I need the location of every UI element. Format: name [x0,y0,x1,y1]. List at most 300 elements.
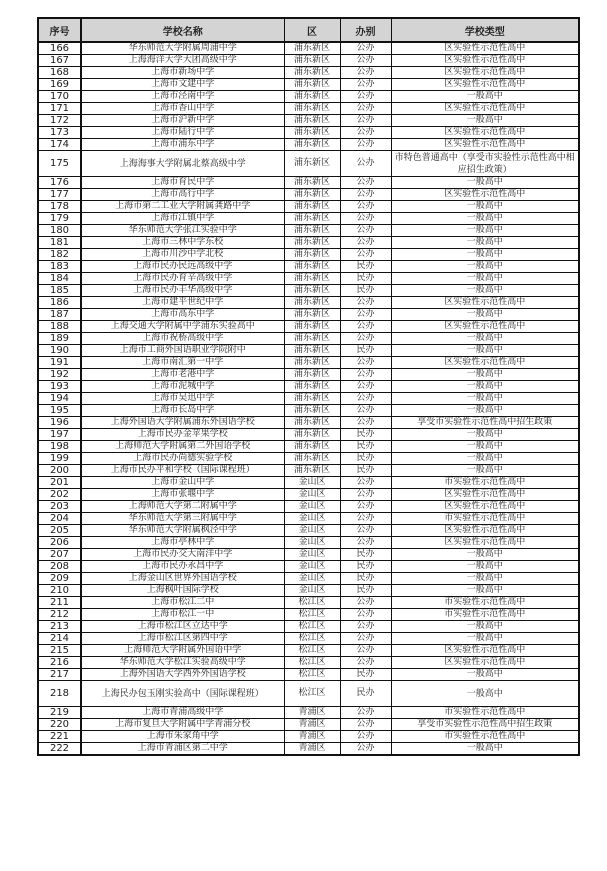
school-name-cell: 华东师范大学附属枫泾中学 [81,525,284,537]
table-row [38,139,579,151]
school-name-cell: 上海市浦东中学 [81,139,284,151]
district-cell: 金山区 [284,537,340,549]
table-row [38,537,579,549]
district-cell: 浦东新区 [284,405,340,417]
school-type-cell: 一般高中 [391,201,579,213]
school-name-cell: 上海师范大学第二附属中学 [81,501,284,513]
table-row [38,477,579,489]
header-no: 序号 [38,18,81,42]
row-number-cell: 198 [38,441,81,453]
school-type-cell: 一般高中 [391,237,579,249]
school-name-cell: 上海交通大学附属中学浦东实验高中 [81,321,284,333]
ownership-type-cell: 公办 [340,321,391,333]
school-type-cell: 一般高中 [391,585,579,597]
school-type-cell: 市特色普通高中（享受市实验性示范性高中相应招生政策） [391,151,579,177]
district-cell: 青浦区 [284,707,340,719]
ownership-type-cell: 公办 [340,177,391,189]
row-number-cell: 202 [38,489,81,501]
school-type-cell: 市实验性示范性高中 [391,707,579,719]
school-type-cell: 一般高中 [391,405,579,417]
row-number-cell: 217 [38,669,81,681]
table-row [38,585,579,597]
school-name-cell: 上海市文建中学 [81,79,284,91]
school-type-cell: 区实验性示范性高中 [391,42,579,55]
table-row [38,115,579,127]
school-name-cell: 华东师范大学第三附属中学 [81,513,284,525]
school-name-cell: 华东师范大学松江实验高级中学 [81,657,284,669]
row-number-cell: 193 [38,381,81,393]
district-cell: 松江区 [284,633,340,645]
table-row [38,42,579,55]
ownership-type-cell: 民办 [340,441,391,453]
district-cell: 浦东新区 [284,345,340,357]
row-number-cell: 205 [38,525,81,537]
ownership-type-cell: 公办 [340,67,391,79]
ownership-type-cell: 民办 [340,429,391,441]
district-cell: 金山区 [284,549,340,561]
school-type-cell: 一般高中 [391,333,579,345]
row-number-cell: 191 [38,357,81,369]
school-name-cell: 上海市松江一中 [81,609,284,621]
school-type-cell: 一般高中 [391,441,579,453]
table-row [38,731,579,743]
row-number-cell: 186 [38,297,81,309]
school-type-cell: 区实验性示范性高中 [391,489,579,501]
school-type-cell: 一般高中 [391,345,579,357]
school-name-cell: 上海市高行中学 [81,189,284,201]
school-type-cell: 享受市实验性示范性高中招生政策 [391,719,579,731]
table-row [38,127,579,139]
school-type-cell: 享受市实验性示范性高中招生政策 [391,417,579,429]
row-number-cell: 167 [38,55,81,67]
header-ownership: 办别 [340,18,391,42]
row-number-cell: 214 [38,633,81,645]
district-cell: 浦东新区 [284,177,340,189]
row-number-cell: 215 [38,645,81,657]
ownership-type-cell: 民办 [340,669,391,681]
school-name-cell: 上海市工商外国语职业学院附中 [81,345,284,357]
district-cell: 浦东新区 [284,297,340,309]
district-cell: 浦东新区 [284,189,340,201]
row-number-cell: 183 [38,261,81,273]
ownership-type-cell: 民办 [340,273,391,285]
district-cell: 浦东新区 [284,261,340,273]
row-number-cell: 178 [38,201,81,213]
school-name-cell: 上海外国语大学西外外国语学校 [81,669,284,681]
school-type-cell: 区实验性示范性高中 [391,127,579,139]
table-row [38,55,579,67]
school-type-cell: 一般高中 [391,91,579,103]
school-name-cell: 上海市亭林中学 [81,537,284,549]
school-name-cell: 上海民办包玉刚实验高中（国际课程班） [81,681,284,707]
district-cell: 浦东新区 [284,42,340,55]
row-number-cell: 182 [38,249,81,261]
ownership-type-cell: 公办 [340,743,391,756]
row-number-cell: 210 [38,585,81,597]
table-row [38,669,579,681]
school-name-cell: 上海市朱家角中学 [81,731,284,743]
ownership-type-cell: 公办 [340,417,391,429]
district-cell: 青浦区 [284,719,340,731]
school-name-cell: 上海市民办永昌中学 [81,561,284,573]
school-type-cell: 区实验性示范性高中 [391,657,579,669]
district-cell: 松江区 [284,621,340,633]
district-cell: 松江区 [284,657,340,669]
table-row [38,573,579,585]
district-cell: 浦东新区 [284,285,340,297]
table-row [38,103,579,115]
ownership-type-cell: 公办 [340,525,391,537]
ownership-type-cell: 公办 [340,91,391,103]
row-number-cell: 211 [38,597,81,609]
district-cell: 浦东新区 [284,417,340,429]
row-number-cell: 181 [38,237,81,249]
table-row [38,393,579,405]
row-number-cell: 170 [38,91,81,103]
school-name-cell: 上海市香山中学 [81,103,284,115]
school-type-cell: 一般高中 [391,465,579,477]
table-row [38,297,579,309]
school-type-cell: 区实验性示范性高中 [391,645,579,657]
school-type-cell: 市实验性示范性高中 [391,513,579,525]
row-number-cell: 213 [38,621,81,633]
school-name-cell: 上海师范大学附属外国语中学 [81,645,284,657]
row-number-cell: 173 [38,127,81,139]
table-row [38,369,579,381]
table-row [38,91,579,103]
table-row [38,345,579,357]
district-cell: 浦东新区 [284,213,340,225]
table-row [38,357,579,369]
school-type-cell: 区实验性示范性高中 [391,357,579,369]
school-name-cell: 上海市新场中学 [81,67,284,79]
school-type-cell: 一般高中 [391,225,579,237]
school-name-cell: 上海师范大学附属第二外国语学校 [81,441,284,453]
ownership-type-cell: 公办 [340,213,391,225]
ownership-type-cell: 民办 [340,465,391,477]
district-cell: 松江区 [284,681,340,707]
ownership-type-cell: 公办 [340,645,391,657]
school-name-cell: 上海市建平世纪中学 [81,297,284,309]
district-cell: 浦东新区 [284,309,340,321]
ownership-type-cell: 公办 [340,609,391,621]
table-row [38,489,579,501]
table-row [38,201,579,213]
district-cell: 浦东新区 [284,369,340,381]
school-type-cell: 区实验性示范性高中 [391,139,579,151]
school-type-cell: 一般高中 [391,743,579,756]
table-row [38,189,579,201]
row-number-cell: 203 [38,501,81,513]
district-cell: 金山区 [284,489,340,501]
table-row [38,225,579,237]
ownership-type-cell: 公办 [340,139,391,151]
row-number-cell: 199 [38,453,81,465]
district-cell: 浦东新区 [284,151,340,177]
ownership-type-cell: 公办 [340,249,391,261]
school-name-cell: 上海市育民中学 [81,177,284,189]
school-type-cell: 一般高中 [391,549,579,561]
school-name-cell: 上海市沪新中学 [81,115,284,127]
table-row [38,67,579,79]
district-cell: 松江区 [284,669,340,681]
row-number-cell: 166 [38,42,81,55]
table-row [38,633,579,645]
school-type-cell: 市实验性示范性高中 [391,731,579,743]
district-cell: 青浦区 [284,743,340,756]
ownership-type-cell: 公办 [340,237,391,249]
header-school-name: 学校名称 [81,18,284,42]
school-name-cell: 上海市老港中学 [81,369,284,381]
district-cell: 浦东新区 [284,55,340,67]
school-name-cell: 上海市民办金苹果学校 [81,429,284,441]
ownership-type-cell: 公办 [340,393,391,405]
ownership-type-cell: 公办 [340,225,391,237]
school-name-cell: 上海海洋大学大团高级中学 [81,55,284,67]
ownership-type-cell: 公办 [340,597,391,609]
school-type-cell: 一般高中 [391,249,579,261]
school-type-cell: 一般高中 [391,561,579,573]
table-row [38,381,579,393]
row-number-cell: 189 [38,333,81,345]
school-type-cell: 区实验性示范性高中 [391,321,579,333]
school-type-cell: 一般高中 [391,573,579,585]
table-row [38,501,579,513]
ownership-type-cell: 公办 [340,621,391,633]
table-row [38,237,579,249]
school-type-cell: 区实验性示范性高中 [391,537,579,549]
school-type-cell: 一般高中 [391,285,579,297]
table-row [38,321,579,333]
school-name-cell: 上海市高东中学 [81,309,284,321]
school-type-cell: 一般高中 [391,429,579,441]
row-number-cell: 221 [38,731,81,743]
district-cell: 金山区 [284,513,340,525]
row-number-cell: 195 [38,405,81,417]
table-body [38,42,579,755]
school-name-cell: 上海市松江区立达中学 [81,621,284,633]
ownership-type-cell: 公办 [340,55,391,67]
school-name-cell: 上海市青浦区第二中学 [81,743,284,756]
school-name-cell: 上海市民办尚德实验学校 [81,453,284,465]
school-type-cell: 市实验性示范性高中 [391,597,579,609]
school-type-cell: 一般高中 [391,177,579,189]
district-cell: 松江区 [284,645,340,657]
district-cell: 浦东新区 [284,115,340,127]
school-type-cell: 一般高中 [391,273,579,285]
table-row [38,743,579,756]
row-number-cell: 184 [38,273,81,285]
ownership-type-cell: 公办 [340,633,391,645]
district-cell: 浦东新区 [284,393,340,405]
ownership-type-cell: 公办 [340,309,391,321]
ownership-type-cell: 公办 [340,489,391,501]
row-number-cell: 174 [38,139,81,151]
table-row [38,429,579,441]
ownership-type-cell: 公办 [340,731,391,743]
table-row [38,79,579,91]
row-number-cell: 190 [38,345,81,357]
school-name-cell: 上海市民办育辛高级中学 [81,273,284,285]
row-number-cell: 200 [38,465,81,477]
ownership-type-cell: 民办 [340,345,391,357]
table-row [38,151,579,177]
ownership-type-cell: 民办 [340,453,391,465]
table-row [38,417,579,429]
row-number-cell: 179 [38,213,81,225]
ownership-type-cell: 公办 [340,297,391,309]
district-cell: 浦东新区 [284,79,340,91]
table-row [38,597,579,609]
school-name-cell: 上海市江镇中学 [81,213,284,225]
school-type-cell: 一般高中 [391,633,579,645]
row-number-cell: 218 [38,681,81,707]
table-row [38,525,579,537]
school-type-cell: 区实验性示范性高中 [391,79,579,91]
row-number-cell: 196 [38,417,81,429]
ownership-type-cell: 公办 [340,657,391,669]
district-cell: 浦东新区 [284,453,340,465]
district-cell: 金山区 [284,501,340,513]
school-type-cell: 一般高中 [391,681,579,707]
table-row [38,213,579,225]
table-row [38,273,579,285]
school-name-cell: 上海市泥城中学 [81,381,284,393]
district-cell: 浦东新区 [284,91,340,103]
district-cell: 浦东新区 [284,321,340,333]
table-row [38,285,579,297]
table-row [38,249,579,261]
table-row [38,549,579,561]
school-type-cell: 区实验性示范性高中 [391,67,579,79]
table-row [38,621,579,633]
row-number-cell: 169 [38,79,81,91]
school-name-cell: 上海市陆行中学 [81,127,284,139]
district-cell: 浦东新区 [284,465,340,477]
school-name-cell: 上海市民办民远高级中学 [81,261,284,273]
district-cell: 金山区 [284,561,340,573]
ownership-type-cell: 民办 [340,261,391,273]
school-name-cell: 上海市吴迅中学 [81,393,284,405]
table-row [38,441,579,453]
school-name-cell: 上海市张堰中学 [81,489,284,501]
ownership-type-cell: 民办 [340,585,391,597]
district-cell: 浦东新区 [284,249,340,261]
ownership-type-cell: 公办 [340,707,391,719]
table-header-row [38,18,579,42]
ownership-type-cell: 公办 [340,201,391,213]
ownership-type-cell: 公办 [340,537,391,549]
school-type-cell: 区实验性示范性高中 [391,297,579,309]
school-type-cell: 一般高中 [391,669,579,681]
row-number-cell: 219 [38,707,81,719]
table-row [38,561,579,573]
district-cell: 青浦区 [284,731,340,743]
ownership-type-cell: 公办 [340,369,391,381]
school-list-table [37,17,580,756]
ownership-type-cell: 公办 [340,501,391,513]
table-row [38,453,579,465]
row-number-cell: 209 [38,573,81,585]
row-number-cell: 188 [38,321,81,333]
district-cell: 松江区 [284,597,340,609]
district-cell: 浦东新区 [284,273,340,285]
school-name-cell: 上海市民办平和学校（国际课程班） [81,465,284,477]
school-type-cell: 一般高中 [391,309,579,321]
ownership-type-cell: 公办 [340,719,391,731]
table-row [38,681,579,707]
ownership-type-cell: 公办 [340,477,391,489]
school-name-cell: 上海市祝桥高级中学 [81,333,284,345]
table-row [38,465,579,477]
school-name-cell: 上海海事大学附属北蔡高级中学 [81,151,284,177]
school-type-cell: 一般高中 [391,621,579,633]
table-row [38,609,579,621]
district-cell: 浦东新区 [284,225,340,237]
school-name-cell: 上海市复旦大学附属中学青浦分校 [81,719,284,731]
school-type-cell: 区实验性示范性高中 [391,501,579,513]
ownership-type-cell: 公办 [340,42,391,55]
school-name-cell: 上海市三林中学东校 [81,237,284,249]
school-type-cell: 区实验性示范性高中 [391,189,579,201]
ownership-type-cell: 民办 [340,681,391,707]
district-cell: 浦东新区 [284,381,340,393]
row-number-cell: 208 [38,561,81,573]
row-number-cell: 187 [38,309,81,321]
school-type-cell: 一般高中 [391,213,579,225]
school-name-cell: 上海市松江区第四中学 [81,633,284,645]
row-number-cell: 206 [38,537,81,549]
district-cell: 金山区 [284,477,340,489]
district-cell: 金山区 [284,585,340,597]
table-row [38,707,579,719]
row-number-cell: 197 [38,429,81,441]
school-type-cell: 区实验性示范性高中 [391,103,579,115]
school-type-cell: 一般高中 [391,381,579,393]
district-cell: 浦东新区 [284,201,340,213]
table-row [38,513,579,525]
ownership-type-cell: 公办 [340,405,391,417]
row-number-cell: 176 [38,177,81,189]
school-name-cell: 上海市松江二中 [81,597,284,609]
ownership-type-cell: 民办 [340,573,391,585]
district-cell: 浦东新区 [284,429,340,441]
district-cell: 浦东新区 [284,103,340,115]
row-number-cell: 171 [38,103,81,115]
table-row [38,405,579,417]
school-name-cell: 上海市金山中学 [81,477,284,489]
school-type-cell: 一般高中 [391,393,579,405]
row-number-cell: 180 [38,225,81,237]
school-name-cell: 上海市第二工业大学附属龚路中学 [81,201,284,213]
row-number-cell: 204 [38,513,81,525]
table-row [38,333,579,345]
ownership-type-cell: 公办 [340,127,391,139]
school-type-cell: 一般高中 [391,261,579,273]
ownership-type-cell: 民办 [340,285,391,297]
row-number-cell: 212 [38,609,81,621]
district-cell: 浦东新区 [284,357,340,369]
school-name-cell: 上海市民办丰华高级中学 [81,285,284,297]
school-name-cell: 华东师范大学张江实验中学 [81,225,284,237]
school-type-cell: 区实验性示范性高中 [391,525,579,537]
district-cell: 金山区 [284,573,340,585]
school-type-cell: 市实验性示范性高中 [391,609,579,621]
school-name-cell: 上海市南汇第一中学 [81,357,284,369]
ownership-type-cell: 公办 [340,115,391,127]
ownership-type-cell: 公办 [340,333,391,345]
table-row [38,261,579,273]
